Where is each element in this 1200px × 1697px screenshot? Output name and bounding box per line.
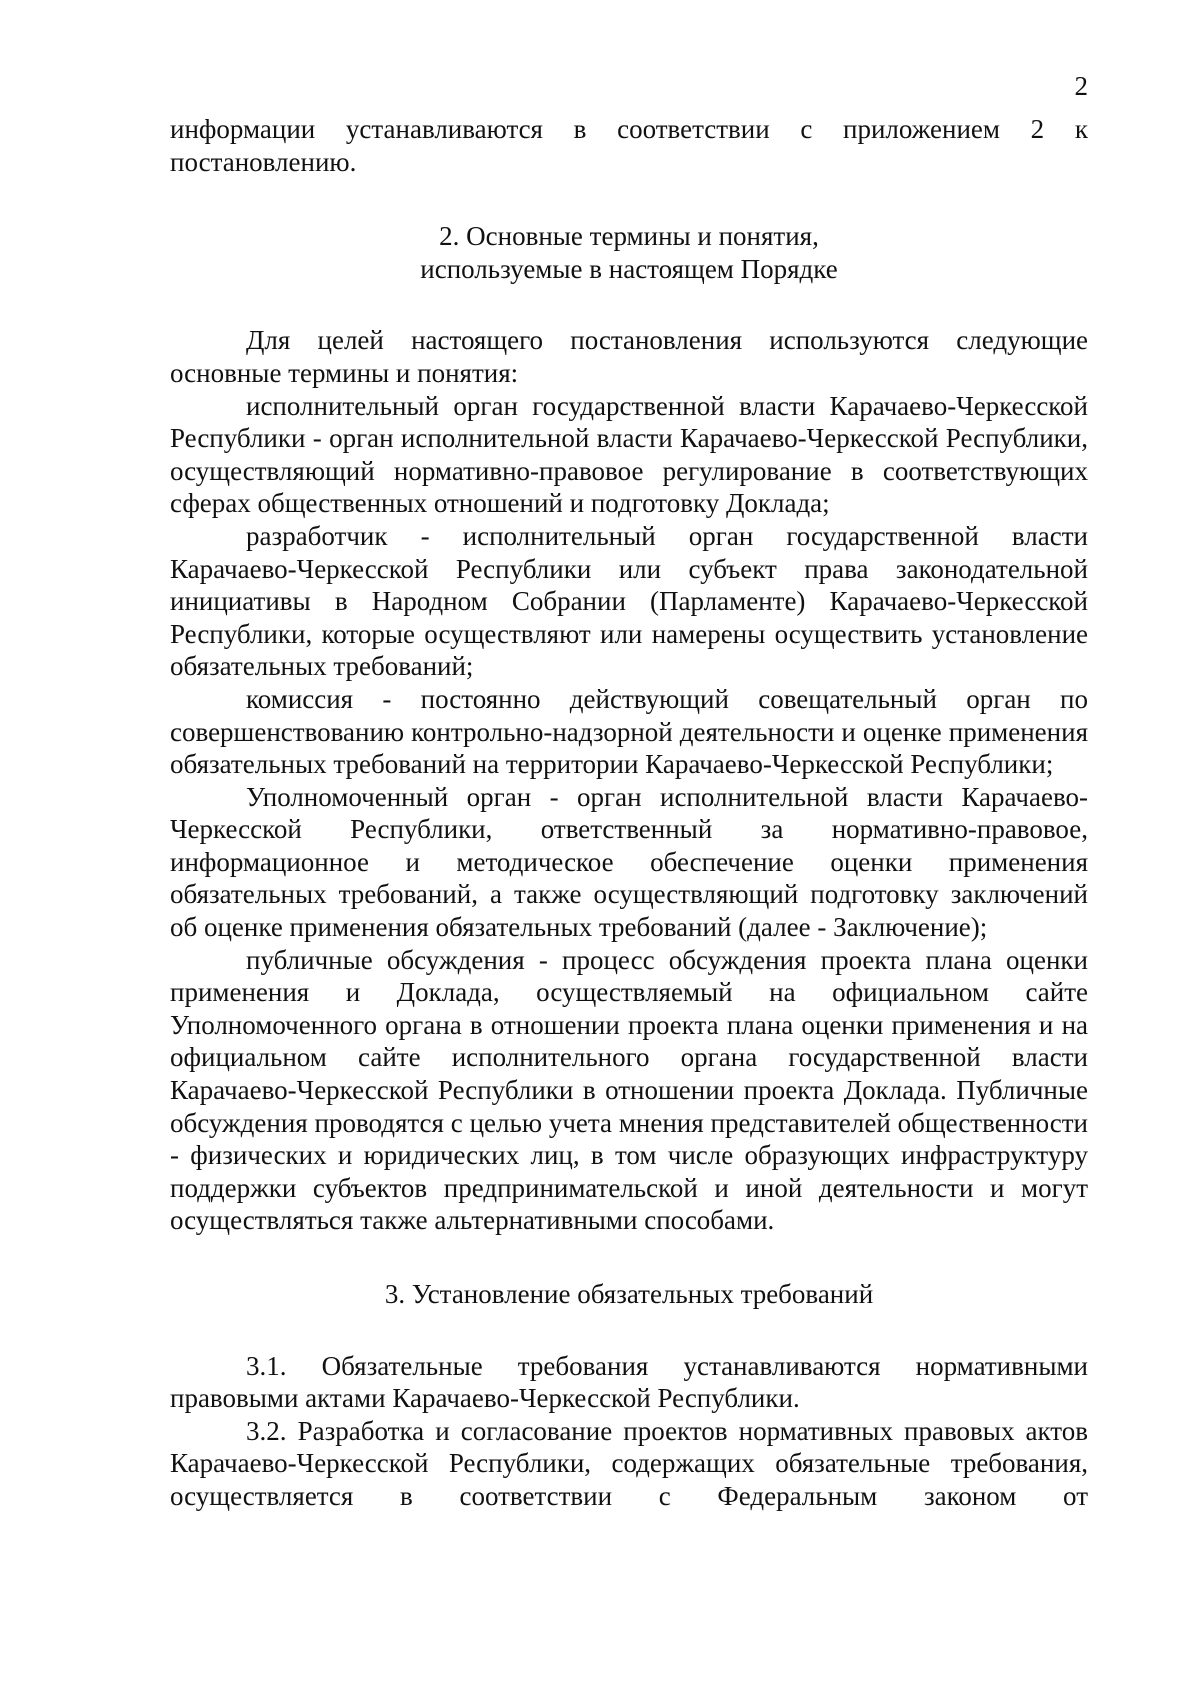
definition-authorized-body: Уполномоченный орган - орган исполнительной власти Карачаево-Черкесской Республики, ответственный за нормативно-правовое, информационное и методическое обеспечение оценки применения обязательных требований, а также осуществляющий подготовку заключений об оценке применения обязательных требований (далее - Заключение); bbox=[170, 781, 1088, 943]
document-body bbox=[170, 113, 1088, 1513]
page-number: 2 bbox=[1074, 71, 1088, 101]
section-2-heading bbox=[170, 220, 1088, 285]
definition-executive-body: исполнительный орган государственной власти Карачаево-Черкесской Республики - орган исполнительной власти Карачаево-Черкесской Республики, осуществляющий нормативно-правовое регулирование в соответствующих сферах общественных отношений и подготовку Доклада; bbox=[170, 390, 1088, 519]
definition-developer: разработчик - исполнительный орган государственной власти Карачаево-Черкесской Республики или субъект права законодательной инициативы в Народном Собрании (Парламенте) Карачаево-Черкесской Республики, которые осуществляют или намерены осуществить установление обязательных требований; bbox=[170, 520, 1088, 682]
clause-3-2: 3.2. Разработка и согласование проектов нормативных правовых актов Карачаево-Черкесской Республики, содержащих обязательные требования, осуществляется в соответствии с Федеральным законом от bbox=[170, 1415, 1088, 1511]
definition-public-discussions: публичные обсуждения - процесс обсуждения проекта плана оценки применения и Доклада, осуществляемый на официальном сайте Уполномоченного органа в отношении проекта плана оценки применения и на официальном сайте исполнительного органа государственной власти Карачаево-Черкесской Республики в отношении проекта Доклада. Публичные обсуждения проводятся с целью учета мнения представителей общественности - физических и юридических лиц, в том числе образующих инфраструктуру поддержки субъектов предпринимательской и иной деятельности и могут осуществляться также альтернативными способами. bbox=[170, 944, 1088, 1236]
opening-paragraph: информации устанавливаются в соответствии с приложением 2 к постановлению. bbox=[170, 114, 1088, 177]
clause-3-1: 3.1. Обязательные требования устанавливаются нормативными правовыми актами Карачаево-Черкесской Республики. bbox=[170, 1350, 1088, 1414]
section-2-heading-line-2: используемые в настоящем Порядке bbox=[420, 253, 838, 284]
definition-commission: комиссия - постоянно действующий совещательный орган по совершенствованию контрольно-надзорной деятельности и оценке применения обязательных требований на территории Карачаево-Черкесской Республики; bbox=[170, 683, 1088, 780]
section-2-intro-paragraph: Для целей настоящего постановления используются следующие основные термины и понятия: bbox=[170, 325, 1088, 388]
section-2-heading-line-1: 2. Основные термины и понятия, bbox=[439, 221, 819, 252]
section-3-heading: 3. Установление обязательных требований bbox=[384, 1279, 874, 1309]
